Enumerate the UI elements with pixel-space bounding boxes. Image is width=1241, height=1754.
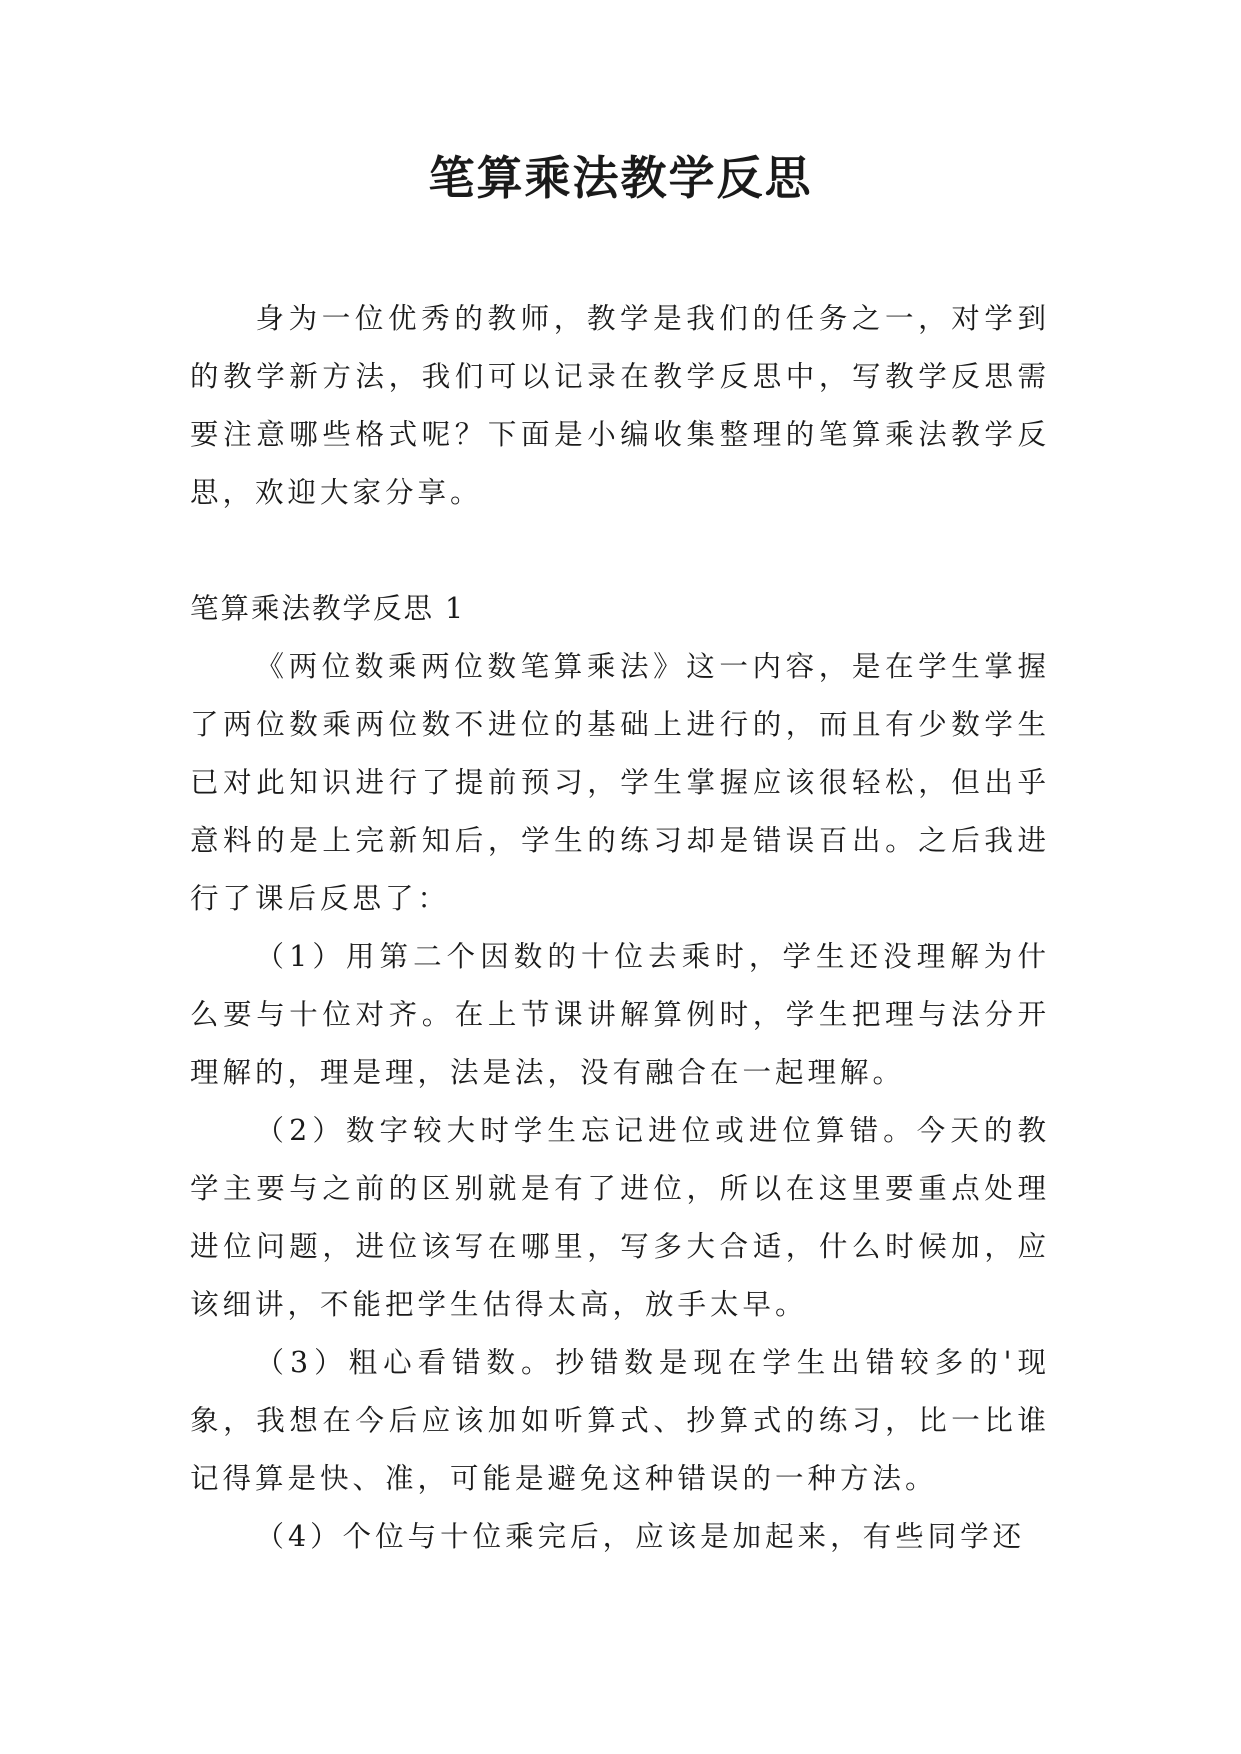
body-paragraph: （1）用第二个因数的十位去乘时，学生还没理解为什么要与十位对齐。在上节课讲解算例时，学生把理与法分开理解的，理是理，法是法，没有融合在一起理解。 bbox=[190, 940, 1050, 1089]
intro-paragraph: 身为一位优秀的教师，教学是我们的任务之一，对学到的教学新方法，我们可以记录在教学反思中，写教学反思需要注意哪些格式呢？下面是小编收集整理的笔算乘法教学反思，欢迎大家分享。 bbox=[190, 302, 1050, 509]
section-heading: 笔算乘法教学反思 1 bbox=[190, 592, 466, 625]
body-paragraph: （2）数字较大时学生忘记进位或进位算错。今天的教学主要与之前的区别就是有了进位，所以在这里要重点处理进位问题，进位该写在哪里，写多大合适，什么时候加，应该细讲，不能把学生估得太高，放手太早。 bbox=[190, 1114, 1050, 1321]
body-paragraph: 《两位数乘两位数笔算乘法》这一内容，是在学生掌握了两位数乘两位数不进位的基础上进行的，而且有少数学生已对此知识进行了提前预习，学生掌握应该很轻松，但出乎意料的是上完新知后，学生的练习却是错误百出。之后我进行了课后反思了： bbox=[190, 650, 1050, 915]
document-title: 笔算乘法教学反思 bbox=[428, 151, 813, 205]
body-paragraph: （4）个位与十位乘完后，应该是加起来，有些同学还 bbox=[255, 1520, 1026, 1553]
body-paragraph: （3）粗心看错数。抄错数是现在学生出错较多的'现象，我想在今后应该加如听算式、抄算式的练习，比一比谁记得算是快、准，可能是避免这种错误的一种方法。 bbox=[190, 1346, 1050, 1495]
